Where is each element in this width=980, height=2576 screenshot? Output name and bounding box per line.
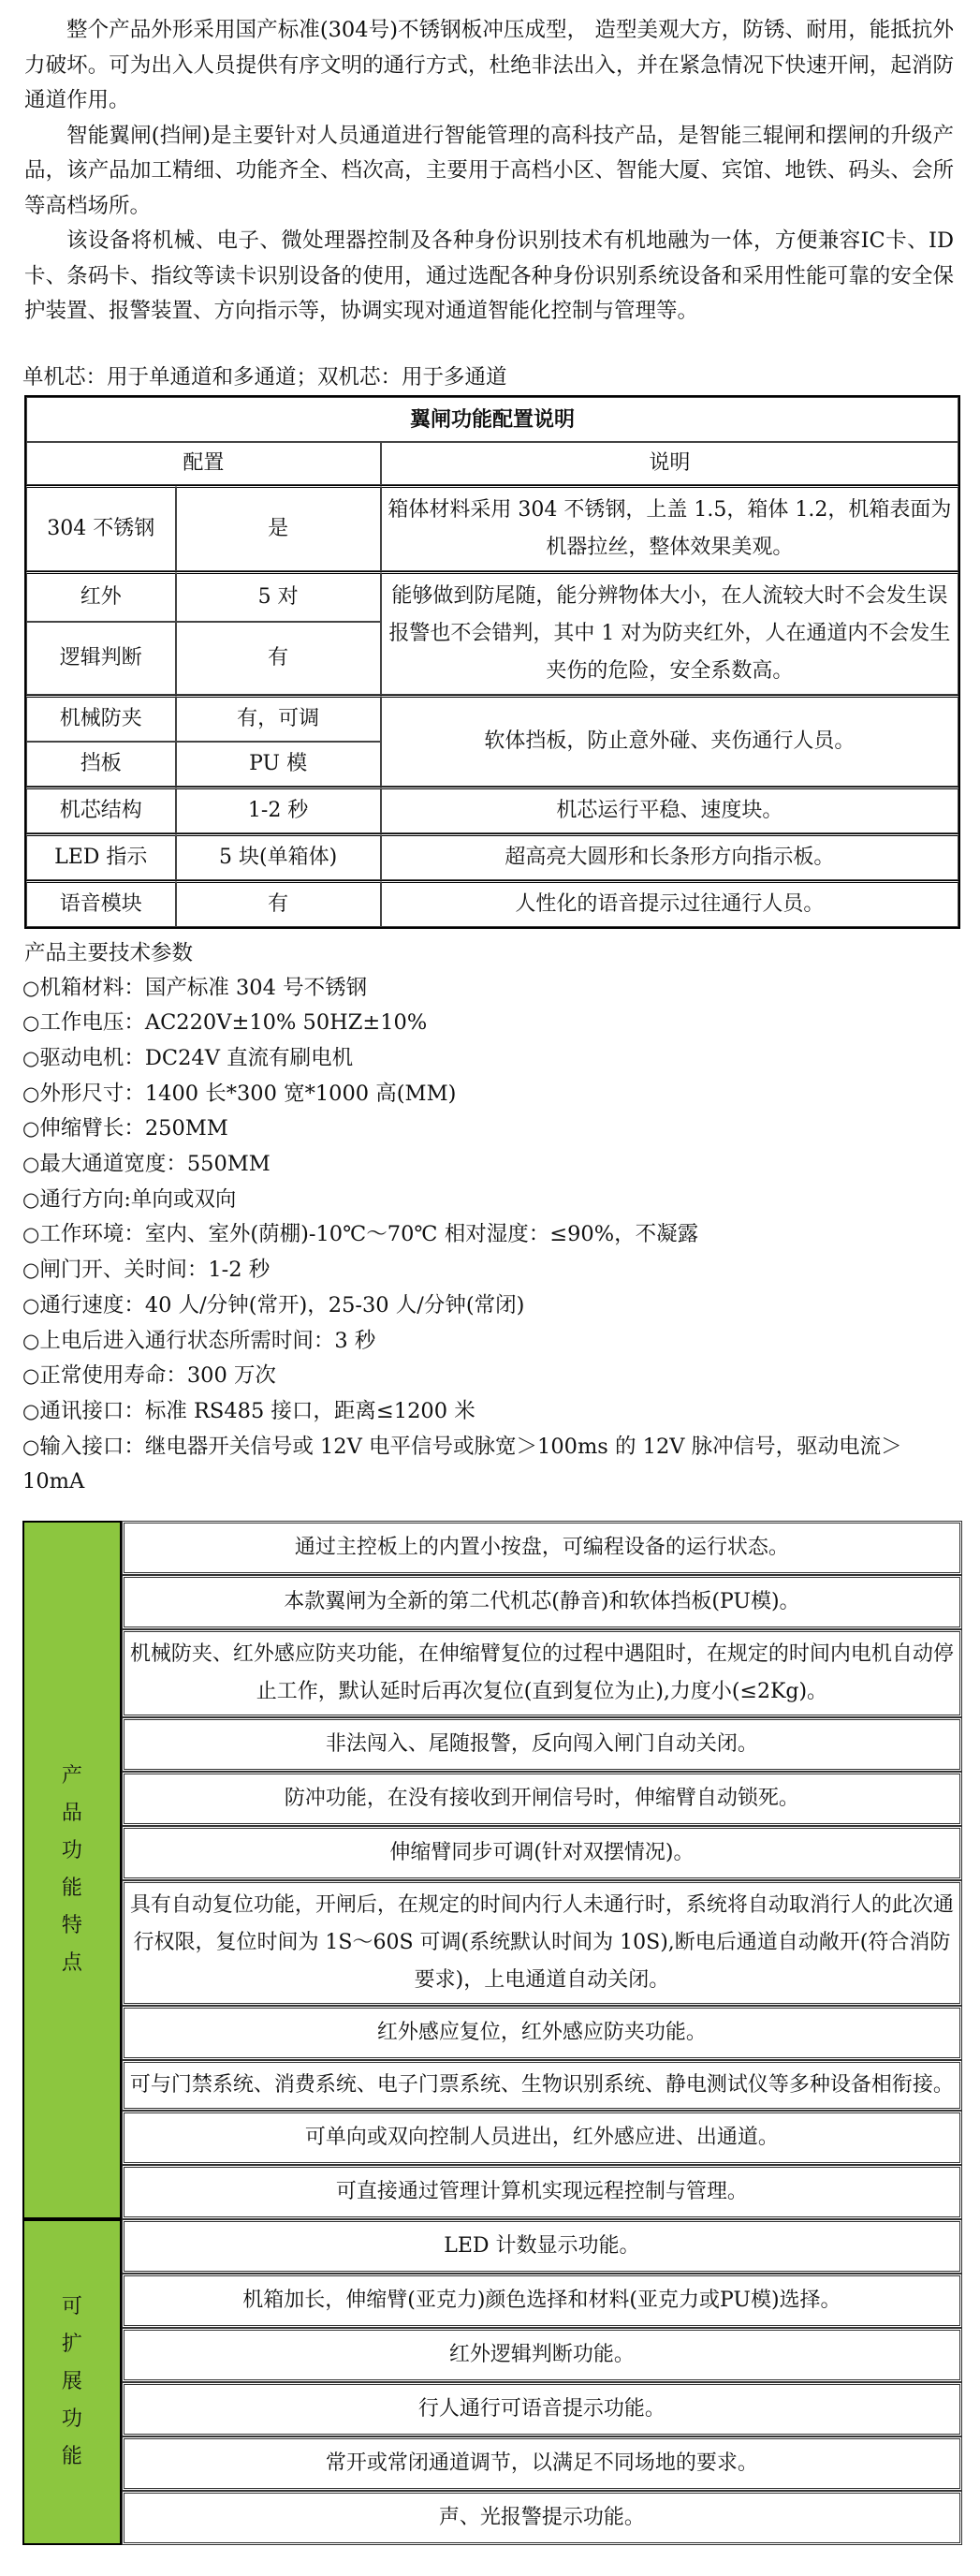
side-label-char: 点 — [61, 1951, 82, 1976]
feature-item: 机械防夹、红外感应防夹功能，在伸缩臂复位的过程中遇阻时，在规定的时间内电机自动停止工作，默认延时后再次复位(直到复位为止),力度小(≤2Kg)。 — [122, 1629, 962, 1717]
param-text: 闸门开、关时间：1-2 秒 — [39, 1258, 271, 1283]
param-item — [22, 1430, 958, 1500]
side-label-char: 扩 — [61, 2333, 82, 2357]
features-side-label — [22, 1521, 122, 2219]
config-table — [24, 395, 960, 929]
circle-bullet-icon: ○ — [22, 1329, 40, 1352]
feature-item: 伸缩臂同步可调(针对双摆情况)。 — [122, 1826, 962, 1880]
param-item — [22, 1324, 958, 1360]
config-value: 有，可调 — [176, 695, 381, 742]
config-value: 有 — [176, 880, 381, 927]
extensions-side-label — [22, 2219, 122, 2545]
circle-bullet-icon: ○ — [22, 1364, 40, 1388]
config-description: 机芯运行平稳、速度块。 — [381, 787, 958, 833]
intro-paragraph: 智能翼闸(挡闸)是主要针对人员通道进行智能管理的高科技产品，是智能三辊闸和摆闸的升级产品，该产品加工精细、功能齐全、档次高，主要用于高档小区、智能大厦、宾馆、地铁、码头、会所等高档场所。 — [24, 123, 954, 218]
param-item — [22, 1359, 958, 1394]
param-text: 机箱材料：国产标准 304 号不锈钢 — [39, 975, 368, 1000]
side-label-char: 能 — [61, 2445, 82, 2469]
feature-item: 可单向或双向控制人员进出，红外感应进、出通道。 — [122, 2111, 962, 2165]
circle-bullet-icon: ○ — [22, 1117, 40, 1141]
config-value: 5 块(单箱体) — [176, 833, 381, 880]
feature-item: 红外感应复位，红外感应防夹功能。 — [122, 2006, 962, 2060]
config-value: 是 — [176, 485, 381, 571]
config-item: 语音模块 — [26, 880, 176, 927]
features-table — [22, 1521, 962, 2545]
circle-bullet-icon: ○ — [22, 1259, 40, 1282]
circle-bullet-icon: ○ — [22, 1399, 40, 1422]
params-title: 产品主要技术参数 — [24, 940, 194, 965]
param-item — [22, 1253, 958, 1288]
feature-item: 具有自动复位功能，开闸后，在规定的时间内行人未通行时，系统将自动取消行人的此次通行权限，复位时间为 1S～60S 可调(系统默认时间为 10S),断电后通道自动敞开(符合消防要求)，上电通道自动关闭。 — [122, 1880, 962, 2006]
circle-bullet-icon: ○ — [22, 1435, 40, 1458]
config-value: 1-2 秒 — [176, 787, 381, 833]
side-label-char: 品 — [61, 1802, 82, 1826]
param-text: 工作环境：室内、室外(荫棚)-10℃～70℃ 相对湿度：≤90%，不凝露 — [39, 1222, 699, 1247]
circle-bullet-icon: ○ — [22, 1011, 40, 1035]
extension-item: 行人通行可语音提示功能。 — [122, 2382, 962, 2436]
extension-item: LED 计数显示功能。 — [122, 2219, 962, 2274]
config-description: 人性化的语音提示过往通行人员。 — [381, 880, 958, 927]
param-item — [22, 1147, 958, 1183]
config-column-header: 配置 — [26, 442, 381, 485]
param-item — [22, 971, 958, 1007]
config-description: 超高亮大圆形和长条形方向指示板。 — [381, 833, 958, 880]
feature-item: 可与门禁系统、消费系统、电子门票系统、生物识别系统、静电测试仪等多种设备相衔接。 — [122, 2060, 962, 2111]
config-value: PU 模 — [176, 742, 381, 787]
circle-bullet-icon: ○ — [22, 1082, 40, 1105]
param-text: 驱动电机：DC24V 直流有刷电机 — [39, 1045, 354, 1070]
side-label-char: 产 — [61, 1764, 82, 1788]
intro-paragraph: 整个产品外形采用国产标准(304号)不锈钢板冲压成型， 造型美观大方，防锈、耐用，能抵抗外力破坏。可为出入人员提供有序文明的通行方式，杜绝非法出入，并在紧急情况下快速开闸，起消防通道作用。 — [24, 18, 954, 112]
config-item: 机芯结构 — [26, 787, 176, 833]
param-text: 工作电压：AC220V±10% 50HZ±10% — [39, 1010, 428, 1036]
feature-item: 可直接通过管理计算机实现远程控制与管理。 — [122, 2165, 962, 2219]
circle-bullet-icon: ○ — [22, 1046, 40, 1069]
chip-note: 单机芯：用于单通道和多通道；双机芯：用于多通道 — [22, 364, 507, 390]
config-description: 软体挡板，防止意外碰、夹伤通行人员。 — [381, 695, 958, 787]
extension-item: 机箱加长，伸缩臂(亚克力)颜色选择和材料(亚克力或PU模)选择。 — [122, 2274, 962, 2328]
side-label-char: 功 — [61, 2407, 82, 2432]
config-table-title: 翼闸功能配置说明 — [26, 397, 958, 442]
param-text: 伸缩臂长：250MM — [39, 1116, 228, 1141]
param-item — [22, 1183, 958, 1218]
param-text: 通讯接口：标准 RS485 接口，距离≤1200 米 — [39, 1398, 475, 1423]
param-item — [22, 1217, 958, 1253]
param-text: 最大通道宽度：550MM — [39, 1152, 271, 1177]
product-spec-page — [0, 13, 980, 2545]
side-label-char: 能 — [61, 1877, 82, 1901]
config-item: 304 不锈钢 — [26, 485, 176, 571]
param-item — [22, 1077, 958, 1112]
intro-paragraph: 该设备将机械、电子、微处理器控制及各种身份识别技术有机地融为一体，方便兼容IC卡、ID卡、条码卡、指纹等读卡识别设备的使用，通过选配各种身份识别系统设备和采用性能可靠的安全保护装置、报警装置、方向指示等，协调实现对通道智能化控制与管理等。 — [24, 228, 954, 323]
circle-bullet-icon: ○ — [22, 976, 40, 999]
feature-item: 本款翼闸为全新的第二代机芯(静音)和软体挡板(PU模)。 — [122, 1575, 962, 1629]
side-label-char: 功 — [61, 1839, 82, 1863]
extension-item: 红外逻辑判断功能。 — [122, 2328, 962, 2382]
circle-bullet-icon: ○ — [22, 1153, 40, 1176]
circle-bullet-icon: ○ — [22, 1187, 40, 1211]
side-label-char: 展 — [61, 2370, 82, 2394]
config-item: 机械防夹 — [26, 695, 176, 742]
circle-bullet-icon: ○ — [22, 1293, 40, 1317]
side-label-char: 可 — [61, 2295, 82, 2319]
param-text: 正常使用寿命：300 万次 — [39, 1363, 276, 1389]
intro-section — [24, 13, 954, 330]
param-item — [22, 1006, 958, 1041]
feature-item: 防冲功能，在没有接收到开闸信号时，伸缩臂自动锁死。 — [122, 1772, 962, 1826]
side-label-char: 特 — [61, 1914, 82, 1938]
config-item: LED 指示 — [26, 833, 176, 880]
feature-item: 非法闯入、尾随报警，反向闯入闸门自动关闭。 — [122, 1717, 962, 1772]
params-list — [22, 971, 958, 1501]
param-item — [22, 1111, 958, 1147]
param-text: 外形尺寸：1400 长*300 宽*1000 高(MM) — [39, 1081, 457, 1106]
param-item — [22, 1041, 958, 1077]
config-description: 箱体材料采用 304 不锈钢，上盖 1.5，箱体 1.2，机箱表面为机器拉丝，整体效果美观。 — [381, 485, 958, 571]
param-text: 通行方向:单向或双向 — [39, 1186, 237, 1212]
param-item — [22, 1288, 958, 1324]
param-text: 输入接口：继电器开关信号或 12V 电平信号或脉宽＞100ms 的 12V 脉冲信号，驱动电流＞10mA — [22, 1434, 902, 1494]
feature-item: 通过主控板上的内置小按盘，可编程设备的运行状态。 — [122, 1521, 962, 1575]
param-item — [22, 1394, 958, 1430]
config-description: 能够做到防尾随，能分辨物体大小，在人流较大时不会发生误报警也不会错判，其中 1 对为防夹红外，人在通道内不会发生夹伤的危险，安全系数高。 — [381, 571, 958, 695]
config-item: 挡板 — [26, 742, 176, 787]
description-column-header: 说明 — [381, 442, 958, 485]
circle-bullet-icon: ○ — [22, 1223, 40, 1246]
extension-item: 声、光报警提示功能。 — [122, 2491, 962, 2545]
config-item: 红外 — [26, 571, 176, 623]
config-item: 逻辑判断 — [26, 622, 176, 694]
param-text: 通行速度：40 人/分钟(常开)，25-30 人/分钟(常闭) — [39, 1292, 525, 1317]
config-value: 5 对 — [176, 571, 381, 623]
param-text: 上电后进入通行状态所需时间：3 秒 — [39, 1328, 376, 1353]
extension-item: 常开或常闭通道调节，以满足不同场地的要求。 — [122, 2436, 962, 2491]
config-value: 有 — [176, 622, 381, 694]
